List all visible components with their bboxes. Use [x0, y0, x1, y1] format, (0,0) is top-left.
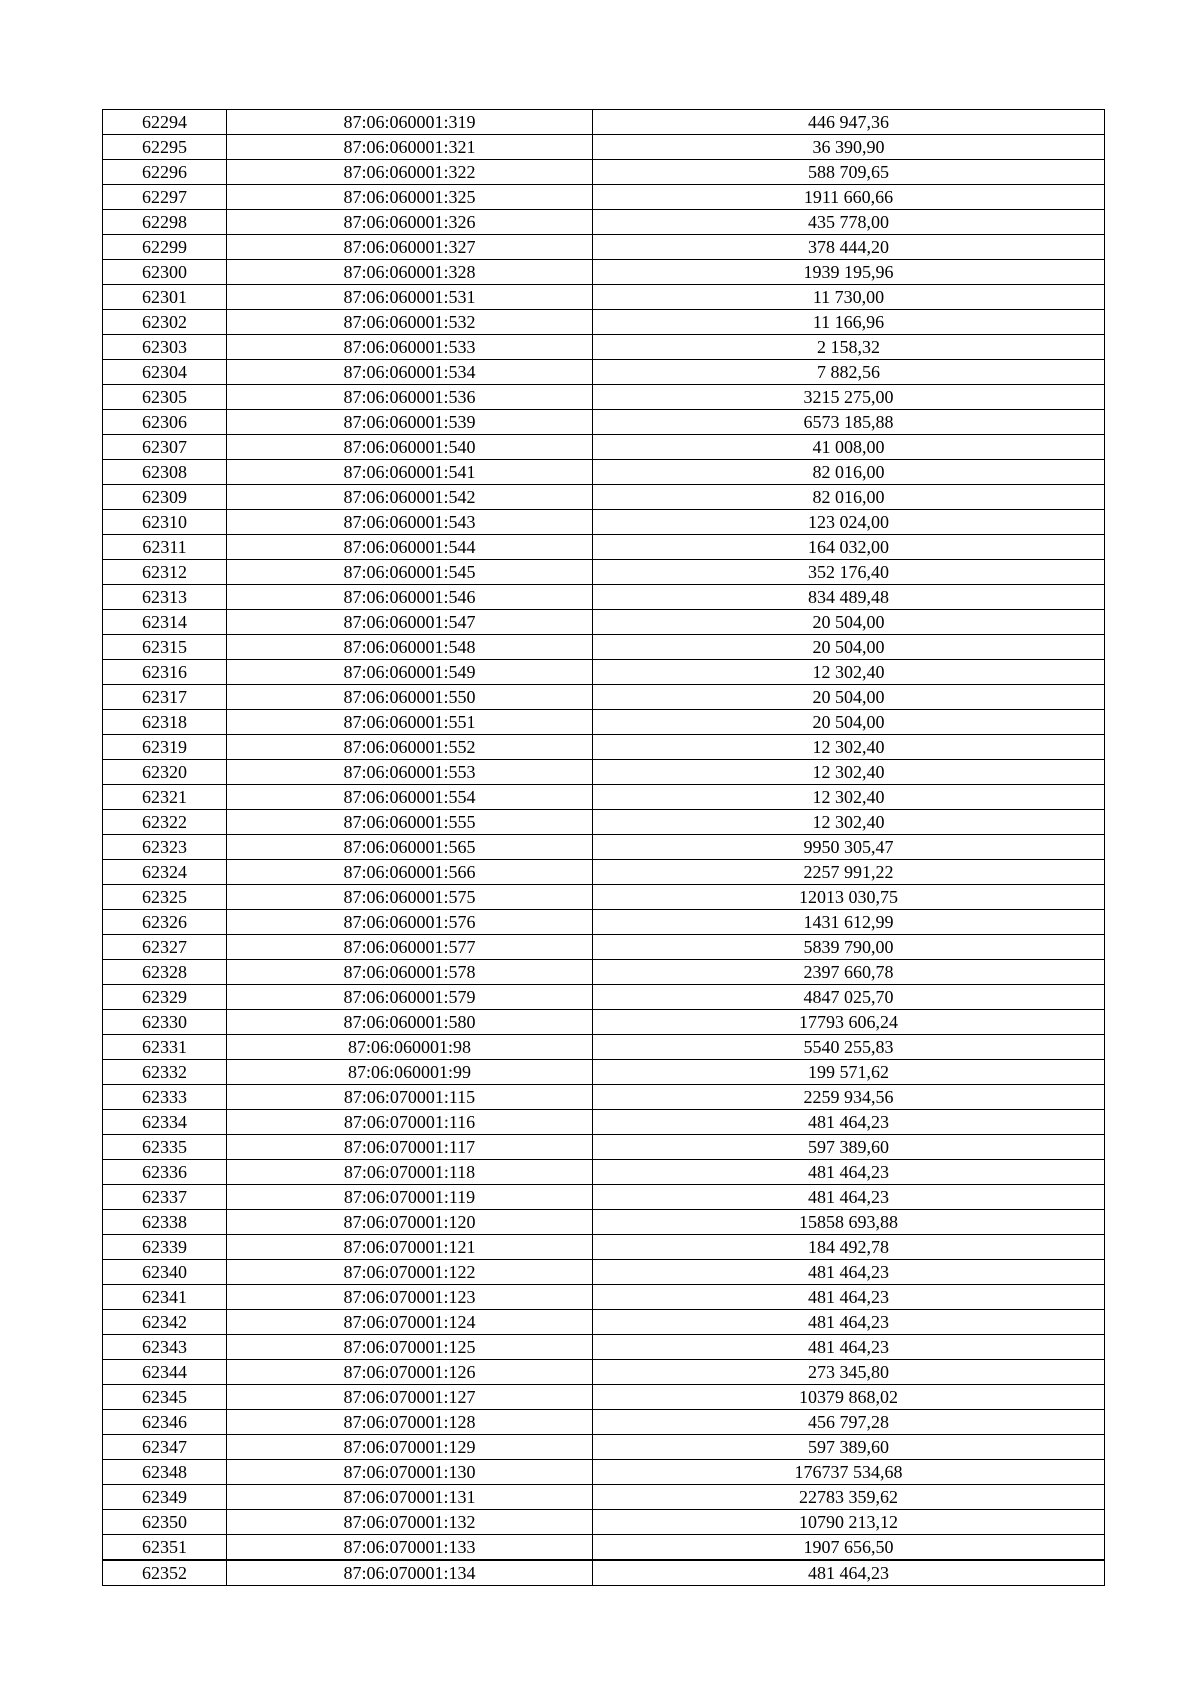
- row-number-cell: 62342: [103, 1310, 227, 1335]
- table-row: [103, 1010, 1105, 1035]
- cadastral-number-cell: 87:06:070001:128: [227, 1410, 593, 1435]
- table-row: [103, 1310, 1105, 1335]
- table-row: [103, 735, 1105, 760]
- row-number-cell: 62344: [103, 1360, 227, 1385]
- row-number-cell: 62303: [103, 335, 227, 360]
- table-row: [103, 410, 1105, 435]
- table-row: [103, 385, 1105, 410]
- table-row: [103, 685, 1105, 710]
- value-cell: 5540 255,83: [593, 1035, 1105, 1060]
- cadastral-number-cell: 87:06:070001:115: [227, 1085, 593, 1110]
- cadastral-number-cell: 87:06:060001:325: [227, 185, 593, 210]
- row-number-cell: 62311: [103, 535, 227, 560]
- cadastral-number-cell: 87:06:060001:566: [227, 860, 593, 885]
- value-cell: 12 302,40: [593, 660, 1105, 685]
- table-row: [103, 535, 1105, 560]
- cadastral-number-cell: 87:06:070001:126: [227, 1360, 593, 1385]
- cadastral-number-cell: 87:06:070001:134: [227, 1560, 593, 1586]
- row-number-cell: 62337: [103, 1185, 227, 1210]
- cadastral-number-cell: 87:06:060001:540: [227, 435, 593, 460]
- row-number-cell: 62350: [103, 1510, 227, 1535]
- row-number-cell: 62334: [103, 1110, 227, 1135]
- row-number-cell: 62309: [103, 485, 227, 510]
- cadastral-number-cell: 87:06:060001:548: [227, 635, 593, 660]
- value-cell: 481 464,23: [593, 1185, 1105, 1210]
- row-number-cell: 62310: [103, 510, 227, 535]
- cadastral-number-cell: 87:06:060001:554: [227, 785, 593, 810]
- row-number-cell: 62313: [103, 585, 227, 610]
- table-row: [103, 1460, 1105, 1485]
- row-number-cell: 62296: [103, 160, 227, 185]
- table-row: [103, 560, 1105, 585]
- cadastral-number-cell: 87:06:060001:327: [227, 235, 593, 260]
- table-row: [103, 135, 1105, 160]
- cadastral-number-cell: 87:06:060001:539: [227, 410, 593, 435]
- row-number-cell: 62324: [103, 860, 227, 885]
- row-number-cell: 62315: [103, 635, 227, 660]
- row-number-cell: 62295: [103, 135, 227, 160]
- table-row: [103, 210, 1105, 235]
- table-row: [103, 1335, 1105, 1360]
- row-number-cell: 62321: [103, 785, 227, 810]
- table-row: [103, 1410, 1105, 1435]
- value-cell: 12 302,40: [593, 735, 1105, 760]
- table-row: [103, 235, 1105, 260]
- cadastral-number-cell: 87:06:060001:328: [227, 260, 593, 285]
- table-row: [103, 260, 1105, 285]
- value-cell: 41 008,00: [593, 435, 1105, 460]
- cadastral-number-cell: 87:06:060001:579: [227, 985, 593, 1010]
- table-row: [103, 1435, 1105, 1460]
- value-cell: 1431 612,99: [593, 910, 1105, 935]
- row-number-cell: 62319: [103, 735, 227, 760]
- cadastral-number-cell: 87:06:060001:546: [227, 585, 593, 610]
- table-row: [103, 1235, 1105, 1260]
- table-row: [103, 460, 1105, 485]
- table-row: [103, 485, 1105, 510]
- row-number-cell: 62343: [103, 1335, 227, 1360]
- value-cell: 481 464,23: [593, 1285, 1105, 1310]
- value-cell: 7 882,56: [593, 360, 1105, 385]
- row-number-cell: 62346: [103, 1410, 227, 1435]
- value-cell: 2257 991,22: [593, 860, 1105, 885]
- cadastral-number-cell: 87:06:070001:125: [227, 1335, 593, 1360]
- cadastral-number-cell: 87:06:070001:130: [227, 1460, 593, 1485]
- table-row: [103, 1160, 1105, 1185]
- value-cell: 123 024,00: [593, 510, 1105, 535]
- value-cell: 164 032,00: [593, 535, 1105, 560]
- table-row: [103, 360, 1105, 385]
- row-number-cell: 62333: [103, 1085, 227, 1110]
- value-cell: 435 778,00: [593, 210, 1105, 235]
- cadastral-number-cell: 87:06:060001:536: [227, 385, 593, 410]
- row-number-cell: 62345: [103, 1385, 227, 1410]
- cadastral-number-cell: 87:06:060001:551: [227, 710, 593, 735]
- table-body: [103, 110, 1105, 1586]
- value-cell: 12 302,40: [593, 810, 1105, 835]
- value-cell: 36 390,90: [593, 135, 1105, 160]
- cadastral-number-cell: 87:06:060001:531: [227, 285, 593, 310]
- cadastral-number-cell: 87:06:070001:123: [227, 1285, 593, 1310]
- cadastral-number-cell: 87:06:060001:549: [227, 660, 593, 685]
- cadastral-number-cell: 87:06:060001:532: [227, 310, 593, 335]
- table-row: [103, 1285, 1105, 1310]
- row-number-cell: 62300: [103, 260, 227, 285]
- row-number-cell: 62326: [103, 910, 227, 935]
- row-number-cell: 62347: [103, 1435, 227, 1460]
- cadastral-number-cell: 87:06:060001:547: [227, 610, 593, 635]
- table-row: [103, 1060, 1105, 1085]
- row-number-cell: 62305: [103, 385, 227, 410]
- value-cell: 352 176,40: [593, 560, 1105, 585]
- cadastral-number-cell: 87:06:060001:577: [227, 935, 593, 960]
- cadastral-number-cell: 87:06:060001:555: [227, 810, 593, 835]
- row-number-cell: 62336: [103, 1160, 227, 1185]
- cadastral-number-cell: 87:06:060001:543: [227, 510, 593, 535]
- cadastral-number-cell: 87:06:070001:127: [227, 1385, 593, 1410]
- row-number-cell: 62328: [103, 960, 227, 985]
- table-row: [103, 585, 1105, 610]
- table-row: [103, 1135, 1105, 1160]
- cadastral-number-cell: 87:06:070001:133: [227, 1535, 593, 1561]
- value-cell: 456 797,28: [593, 1410, 1105, 1435]
- table-row: [103, 810, 1105, 835]
- cadastral-number-cell: 87:06:070001:122: [227, 1260, 593, 1285]
- row-number-cell: 62318: [103, 710, 227, 735]
- value-cell: 11 730,00: [593, 285, 1105, 310]
- value-cell: 2 158,32: [593, 335, 1105, 360]
- row-number-cell: 62335: [103, 1135, 227, 1160]
- row-number-cell: 62332: [103, 1060, 227, 1085]
- table-row: [103, 1560, 1105, 1586]
- value-cell: 22783 359,62: [593, 1485, 1105, 1510]
- value-cell: 82 016,00: [593, 485, 1105, 510]
- table-row: [103, 885, 1105, 910]
- table-row: [103, 1210, 1105, 1235]
- row-number-cell: 62339: [103, 1235, 227, 1260]
- table-row: [103, 960, 1105, 985]
- row-number-cell: 62330: [103, 1010, 227, 1035]
- table-row: [103, 335, 1105, 360]
- row-number-cell: 62314: [103, 610, 227, 635]
- cadastral-number-cell: 87:06:060001:576: [227, 910, 593, 935]
- cadastral-number-cell: 87:06:060001:541: [227, 460, 593, 485]
- value-cell: 184 492,78: [593, 1235, 1105, 1260]
- table-row: [103, 635, 1105, 660]
- row-number-cell: 62322: [103, 810, 227, 835]
- table-row: [103, 1260, 1105, 1285]
- value-cell: 481 464,23: [593, 1260, 1105, 1285]
- value-cell: 588 709,65: [593, 160, 1105, 185]
- row-number-cell: 62298: [103, 210, 227, 235]
- table-row: [103, 985, 1105, 1010]
- cadastral-number-cell: 87:06:070001:118: [227, 1160, 593, 1185]
- row-number-cell: 62316: [103, 660, 227, 685]
- table-row: [103, 110, 1105, 135]
- cadastral-number-cell: 87:06:070001:119: [227, 1185, 593, 1210]
- value-cell: 82 016,00: [593, 460, 1105, 485]
- row-number-cell: 62320: [103, 760, 227, 785]
- row-number-cell: 62302: [103, 310, 227, 335]
- row-number-cell: 62349: [103, 1485, 227, 1510]
- table-row: [103, 835, 1105, 860]
- row-number-cell: 62327: [103, 935, 227, 960]
- row-number-cell: 62325: [103, 885, 227, 910]
- value-cell: 446 947,36: [593, 110, 1105, 135]
- value-cell: 10379 868,02: [593, 1385, 1105, 1410]
- cadastral-number-cell: 87:06:070001:121: [227, 1235, 593, 1260]
- value-cell: 176737 534,68: [593, 1460, 1105, 1485]
- cadastral-number-cell: 87:06:060001:319: [227, 110, 593, 135]
- value-cell: 20 504,00: [593, 635, 1105, 660]
- value-cell: 1939 195,96: [593, 260, 1105, 285]
- data-table: [102, 109, 1105, 1586]
- table-row: [103, 1110, 1105, 1135]
- value-cell: 20 504,00: [593, 710, 1105, 735]
- row-number-cell: 62306: [103, 410, 227, 435]
- table-row: [103, 860, 1105, 885]
- cadastral-number-cell: 87:06:060001:98: [227, 1035, 593, 1060]
- value-cell: 481 464,23: [593, 1560, 1105, 1586]
- value-cell: 12 302,40: [593, 785, 1105, 810]
- value-cell: 481 464,23: [593, 1110, 1105, 1135]
- value-cell: 3215 275,00: [593, 385, 1105, 410]
- row-number-cell: 62299: [103, 235, 227, 260]
- cadastral-number-cell: 87:06:060001:321: [227, 135, 593, 160]
- row-number-cell: 62317: [103, 685, 227, 710]
- cadastral-number-cell: 87:06:070001:132: [227, 1510, 593, 1535]
- row-number-cell: 62301: [103, 285, 227, 310]
- value-cell: 481 464,23: [593, 1335, 1105, 1360]
- value-cell: 6573 185,88: [593, 410, 1105, 435]
- table-row: [103, 760, 1105, 785]
- row-number-cell: 62348: [103, 1460, 227, 1485]
- value-cell: 199 571,62: [593, 1060, 1105, 1085]
- row-number-cell: 62338: [103, 1210, 227, 1235]
- table-row: [103, 435, 1105, 460]
- value-cell: 4847 025,70: [593, 985, 1105, 1010]
- value-cell: 481 464,23: [593, 1160, 1105, 1185]
- value-cell: 597 389,60: [593, 1435, 1105, 1460]
- value-cell: 2397 660,78: [593, 960, 1105, 985]
- row-number-cell: 62331: [103, 1035, 227, 1060]
- value-cell: 378 444,20: [593, 235, 1105, 260]
- table-row: [103, 1185, 1105, 1210]
- cadastral-number-cell: 87:06:070001:124: [227, 1310, 593, 1335]
- cadastral-number-cell: 87:06:060001:580: [227, 1010, 593, 1035]
- value-cell: 20 504,00: [593, 685, 1105, 710]
- table-row: [103, 660, 1105, 685]
- cadastral-number-cell: 87:06:060001:578: [227, 960, 593, 985]
- row-number-cell: 62352: [103, 1560, 227, 1586]
- row-number-cell: 62312: [103, 560, 227, 585]
- table-row: [103, 1385, 1105, 1410]
- cadastral-number-cell: 87:06:060001:533: [227, 335, 593, 360]
- table-row: [103, 1535, 1105, 1561]
- cadastral-number-cell: 87:06:060001:534: [227, 360, 593, 385]
- value-cell: 20 504,00: [593, 610, 1105, 635]
- cadastral-number-cell: 87:06:060001:575: [227, 885, 593, 910]
- cadastral-number-cell: 87:06:060001:565: [227, 835, 593, 860]
- table-row: [103, 910, 1105, 935]
- table-row: [103, 510, 1105, 535]
- table-row: [103, 935, 1105, 960]
- value-cell: 12013 030,75: [593, 885, 1105, 910]
- table-row: [103, 785, 1105, 810]
- value-cell: 12 302,40: [593, 760, 1105, 785]
- cadastral-number-cell: 87:06:070001:116: [227, 1110, 593, 1135]
- row-number-cell: 62307: [103, 435, 227, 460]
- cadastral-number-cell: 87:06:060001:542: [227, 485, 593, 510]
- value-cell: 9950 305,47: [593, 835, 1105, 860]
- value-cell: 15858 693,88: [593, 1210, 1105, 1235]
- cadastral-number-cell: 87:06:060001:99: [227, 1060, 593, 1085]
- table-row: [103, 1510, 1105, 1535]
- value-cell: 2259 934,56: [593, 1085, 1105, 1110]
- value-cell: 17793 606,24: [593, 1010, 1105, 1035]
- row-number-cell: 62351: [103, 1535, 227, 1561]
- cadastral-number-cell: 87:06:070001:120: [227, 1210, 593, 1235]
- value-cell: 10790 213,12: [593, 1510, 1105, 1535]
- cadastral-number-cell: 87:06:070001:129: [227, 1435, 593, 1460]
- row-number-cell: 62329: [103, 985, 227, 1010]
- value-cell: 11 166,96: [593, 310, 1105, 335]
- value-cell: 273 345,80: [593, 1360, 1105, 1385]
- row-number-cell: 62304: [103, 360, 227, 385]
- cadastral-number-cell: 87:06:060001:322: [227, 160, 593, 185]
- cadastral-number-cell: 87:06:060001:550: [227, 685, 593, 710]
- table-row: [103, 285, 1105, 310]
- table-row: [103, 160, 1105, 185]
- cadastral-number-cell: 87:06:060001:545: [227, 560, 593, 585]
- cadastral-number-cell: 87:06:060001:544: [227, 535, 593, 560]
- cadastral-number-cell: 87:06:070001:117: [227, 1135, 593, 1160]
- value-cell: 1907 656,50: [593, 1535, 1105, 1561]
- table-row: [103, 310, 1105, 335]
- table-row: [103, 1085, 1105, 1110]
- cadastral-number-cell: 87:06:070001:131: [227, 1485, 593, 1510]
- table-row: [103, 185, 1105, 210]
- value-cell: 5839 790,00: [593, 935, 1105, 960]
- table-row: [103, 1360, 1105, 1385]
- cadastral-number-cell: 87:06:060001:552: [227, 735, 593, 760]
- row-number-cell: 62308: [103, 460, 227, 485]
- row-number-cell: 62323: [103, 835, 227, 860]
- value-cell: 597 389,60: [593, 1135, 1105, 1160]
- value-cell: 1911 660,66: [593, 185, 1105, 210]
- value-cell: 834 489,48: [593, 585, 1105, 610]
- table-row: [103, 1035, 1105, 1060]
- row-number-cell: 62297: [103, 185, 227, 210]
- table-row: [103, 1485, 1105, 1510]
- row-number-cell: 62340: [103, 1260, 227, 1285]
- table-row: [103, 710, 1105, 735]
- value-cell: 481 464,23: [593, 1310, 1105, 1335]
- row-number-cell: 62341: [103, 1285, 227, 1310]
- row-number-cell: 62294: [103, 110, 227, 135]
- cadastral-number-cell: 87:06:060001:326: [227, 210, 593, 235]
- cadastral-number-cell: 87:06:060001:553: [227, 760, 593, 785]
- table-row: [103, 610, 1105, 635]
